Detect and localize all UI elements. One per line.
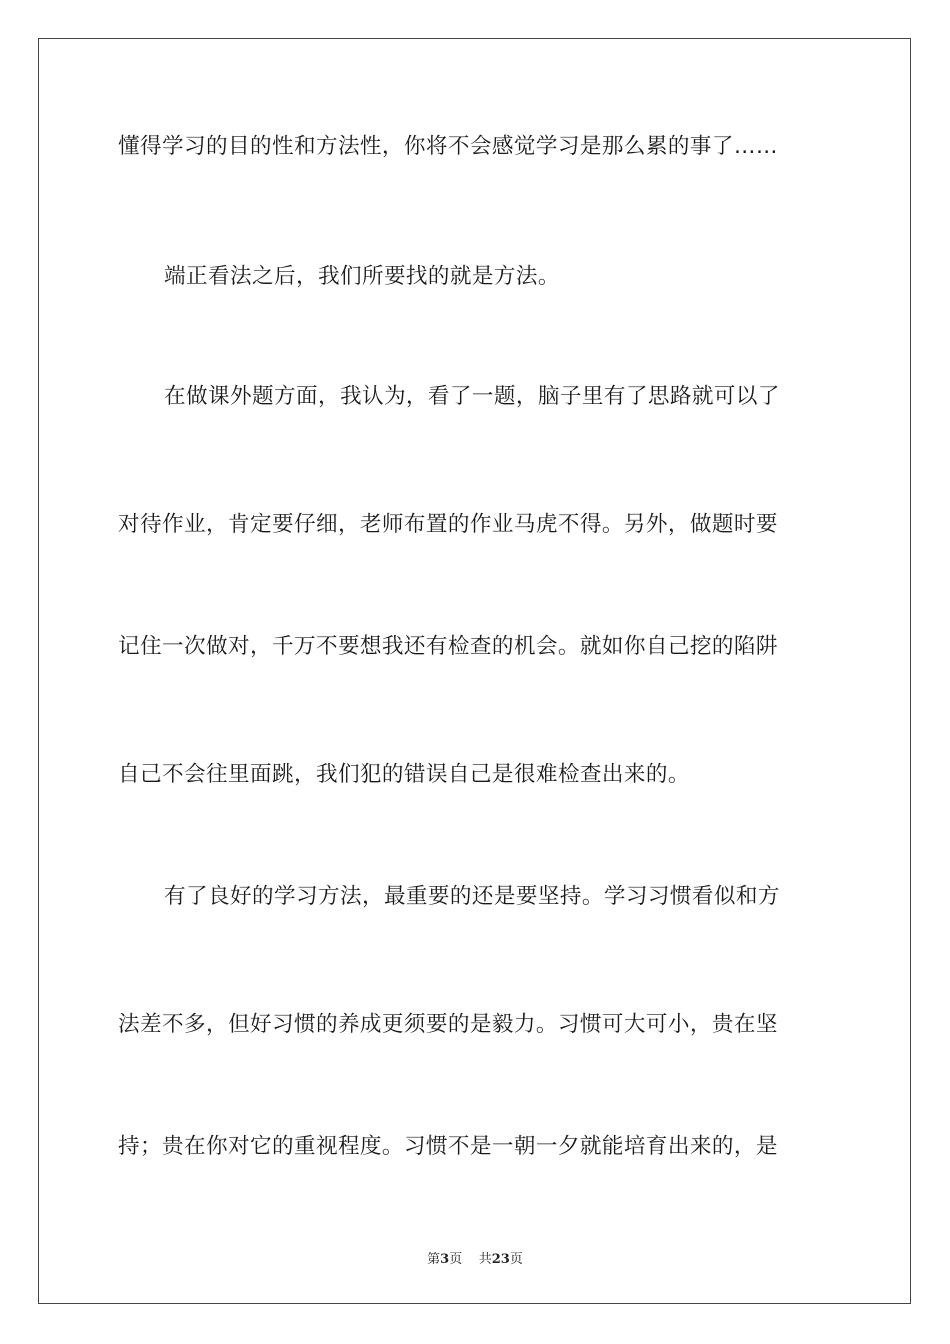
paragraph-line-2: 端正看法之后，我们所要找的就是方法。 (164, 264, 560, 289)
paragraph-line-7: 有了良好的学习方法，最重要的还是要坚持。学习习惯看似和方 (164, 884, 780, 909)
paragraph-line-1: 懂得学习的目的性和方法性，你将不会感觉学习是那么累的事了…… (118, 134, 778, 159)
footer-total-pages: 23 (491, 1252, 510, 1267)
footer-total-prefix: 共 (478, 1252, 492, 1267)
footer-page-current: 3 (440, 1252, 450, 1267)
paragraph-line-3: 在做课外题方面，我认为，看了一题，脑子里有了思路就可以了 (164, 384, 780, 409)
page-footer (0, 1248, 950, 1267)
footer-page-suffix: 页 (449, 1252, 463, 1267)
footer-page-prefix: 第 (427, 1252, 441, 1267)
paragraph-line-6: 自己不会往里面跳，我们犯的错误自己是很难检查出来的。 (118, 762, 690, 787)
footer-total-suffix: 页 (509, 1252, 523, 1267)
paragraph-line-5: 记住一次做对，千万不要想我还有检查的机会。就如你自己挖的陷阱 (118, 634, 778, 659)
page-border (38, 38, 911, 1304)
paragraph-line-8: 法差不多，但好习惯的养成更须要的是毅力。习惯可大可小，贵在坚 (118, 1012, 778, 1037)
paragraph-line-9: 持；贵在你对它的重视程度。习惯不是一朝一夕就能培育出来的，是 (118, 1134, 778, 1159)
paragraph-line-4: 对待作业，肯定要仔细，老师布置的作业马虎不得。另外，做题时要 (118, 512, 778, 537)
